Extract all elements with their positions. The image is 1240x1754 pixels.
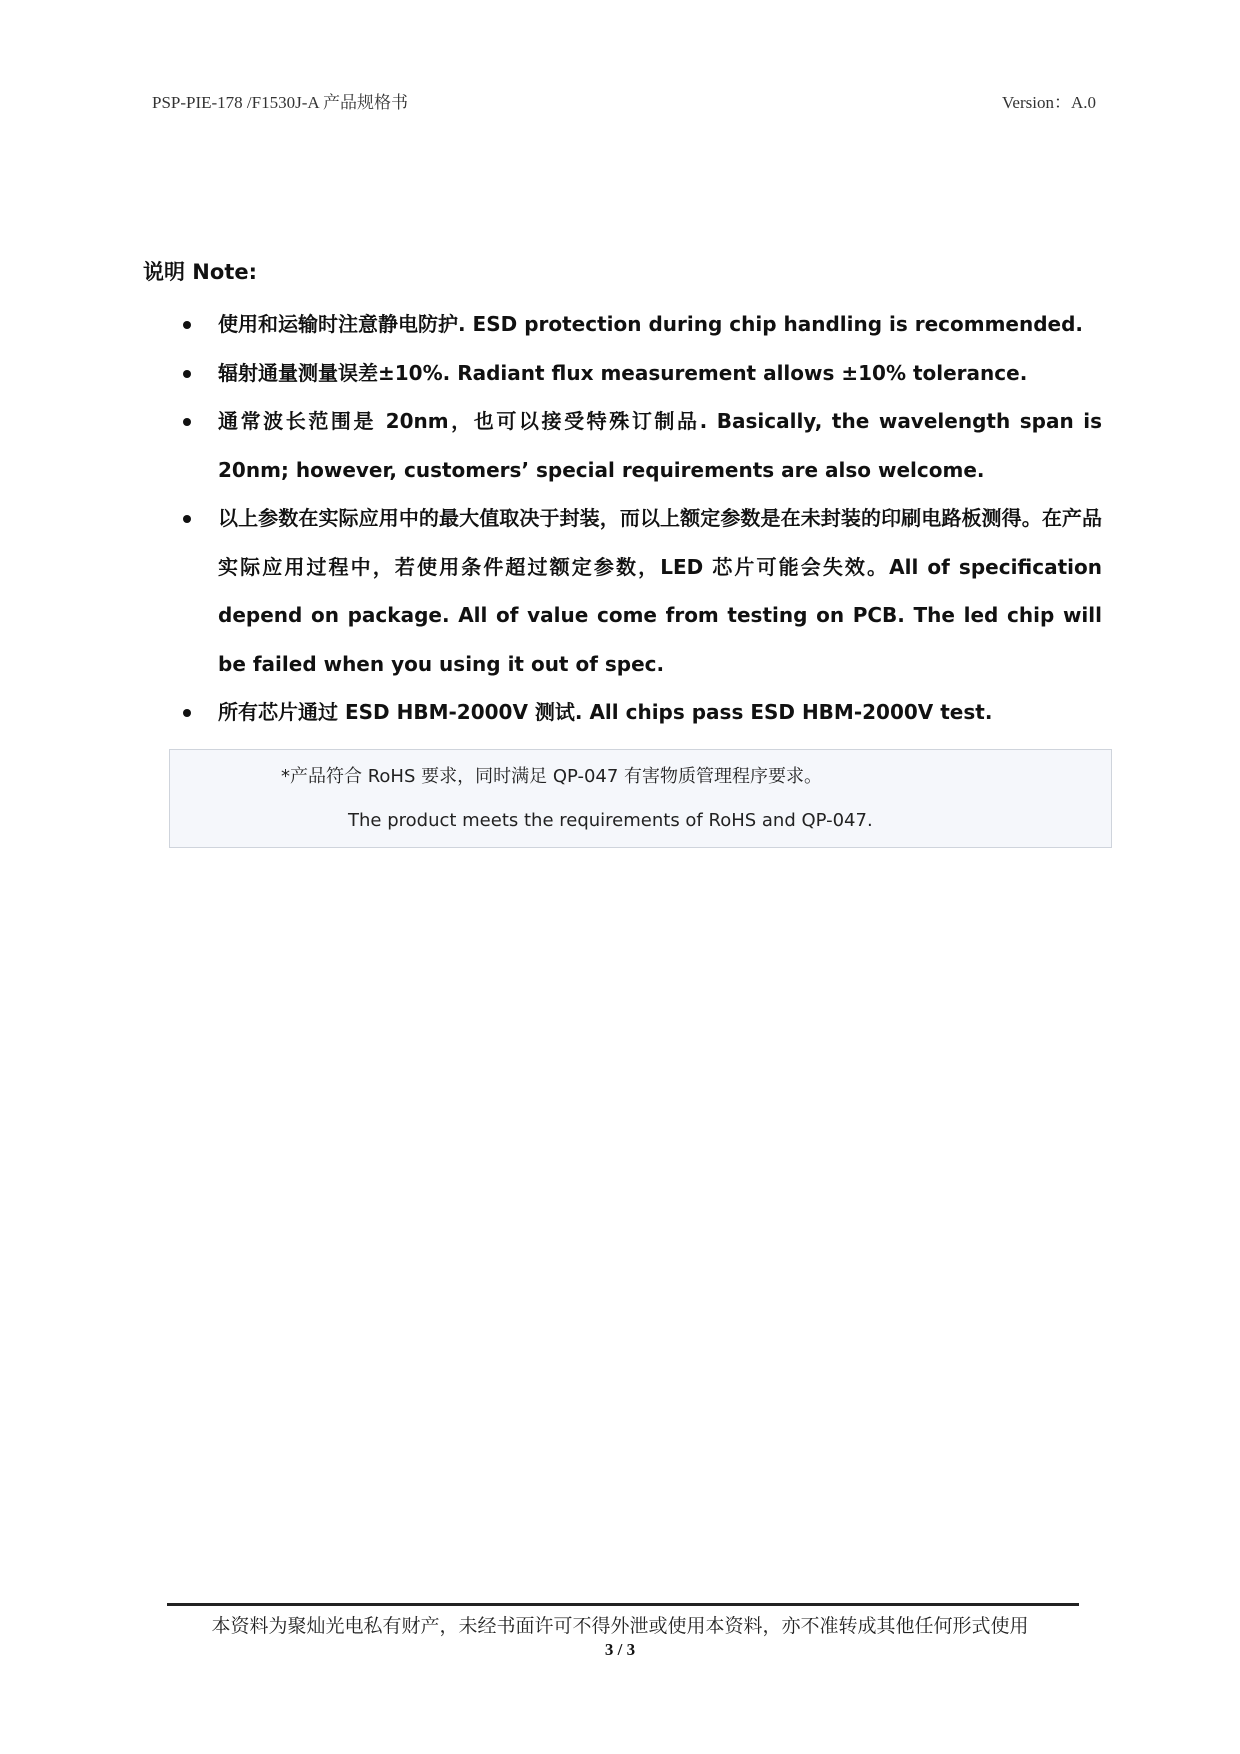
rohs-notice-box	[169, 749, 1112, 848]
page-number: 3 / 3	[604, 1640, 636, 1659]
bullet-icon	[183, 418, 191, 426]
note-text: 以上参数在实际应用中的最大值取决于封装，而以上额定参数是在未封装的印刷电路板测得。在产品实际应用过程中，若使用条件超过额定参数，LED 芯片可能会失效。All of specification depend on package. All of value come from testing on PCB. The led chip will be failed when you using it out of spec.	[218, 506, 1102, 676]
footer-disclaimer: 本资料为聚灿光电私有财产，未经书面许可不得外泄或使用本资料，亦不准转成其他任何形式使用	[211, 1615, 1029, 1637]
rohs-notice-en: The product meets the requirements of RoHS and QP-047.	[348, 810, 873, 831]
note-text: 所有芯片通过 ESD HBM-2000V 测试. All chips pass ESD HBM-2000V test.	[218, 700, 993, 724]
doc-version: Version：A.0	[1002, 93, 1096, 112]
rohs-notice-cn: *产品符合 RoHS 要求，同时满足 QP-047 有害物质管理程序要求。	[281, 766, 823, 787]
list-item	[152, 349, 1102, 398]
list-item	[152, 494, 1102, 688]
notes-list	[152, 300, 1102, 737]
bullet-icon	[183, 709, 191, 717]
note-text: 通常波长范围是 20nm，也可以接受特殊订制品. Basically, the wavelength span is 20nm; however, customers’ special requirements are also welcome.	[218, 409, 1102, 482]
note-heading: 说明 Note:	[143, 260, 257, 284]
bullet-icon	[183, 370, 191, 378]
note-text: 辐射通量测量误差±10%. Radiant flux measurement allows ±10% tolerance.	[218, 360, 1028, 385]
list-item	[152, 688, 1102, 737]
footer-divider	[167, 1603, 1079, 1606]
bullet-icon	[183, 515, 191, 523]
note-text: 使用和运输时注意静电防护. ESD protection during chip handling is recommended.	[218, 312, 1084, 336]
list-item	[152, 397, 1102, 494]
page-header	[152, 88, 1096, 113]
bullet-icon	[183, 321, 191, 329]
list-item	[152, 300, 1102, 349]
doc-title: PSP-PIE-178 /F1530J-A 产品规格书	[152, 93, 408, 112]
